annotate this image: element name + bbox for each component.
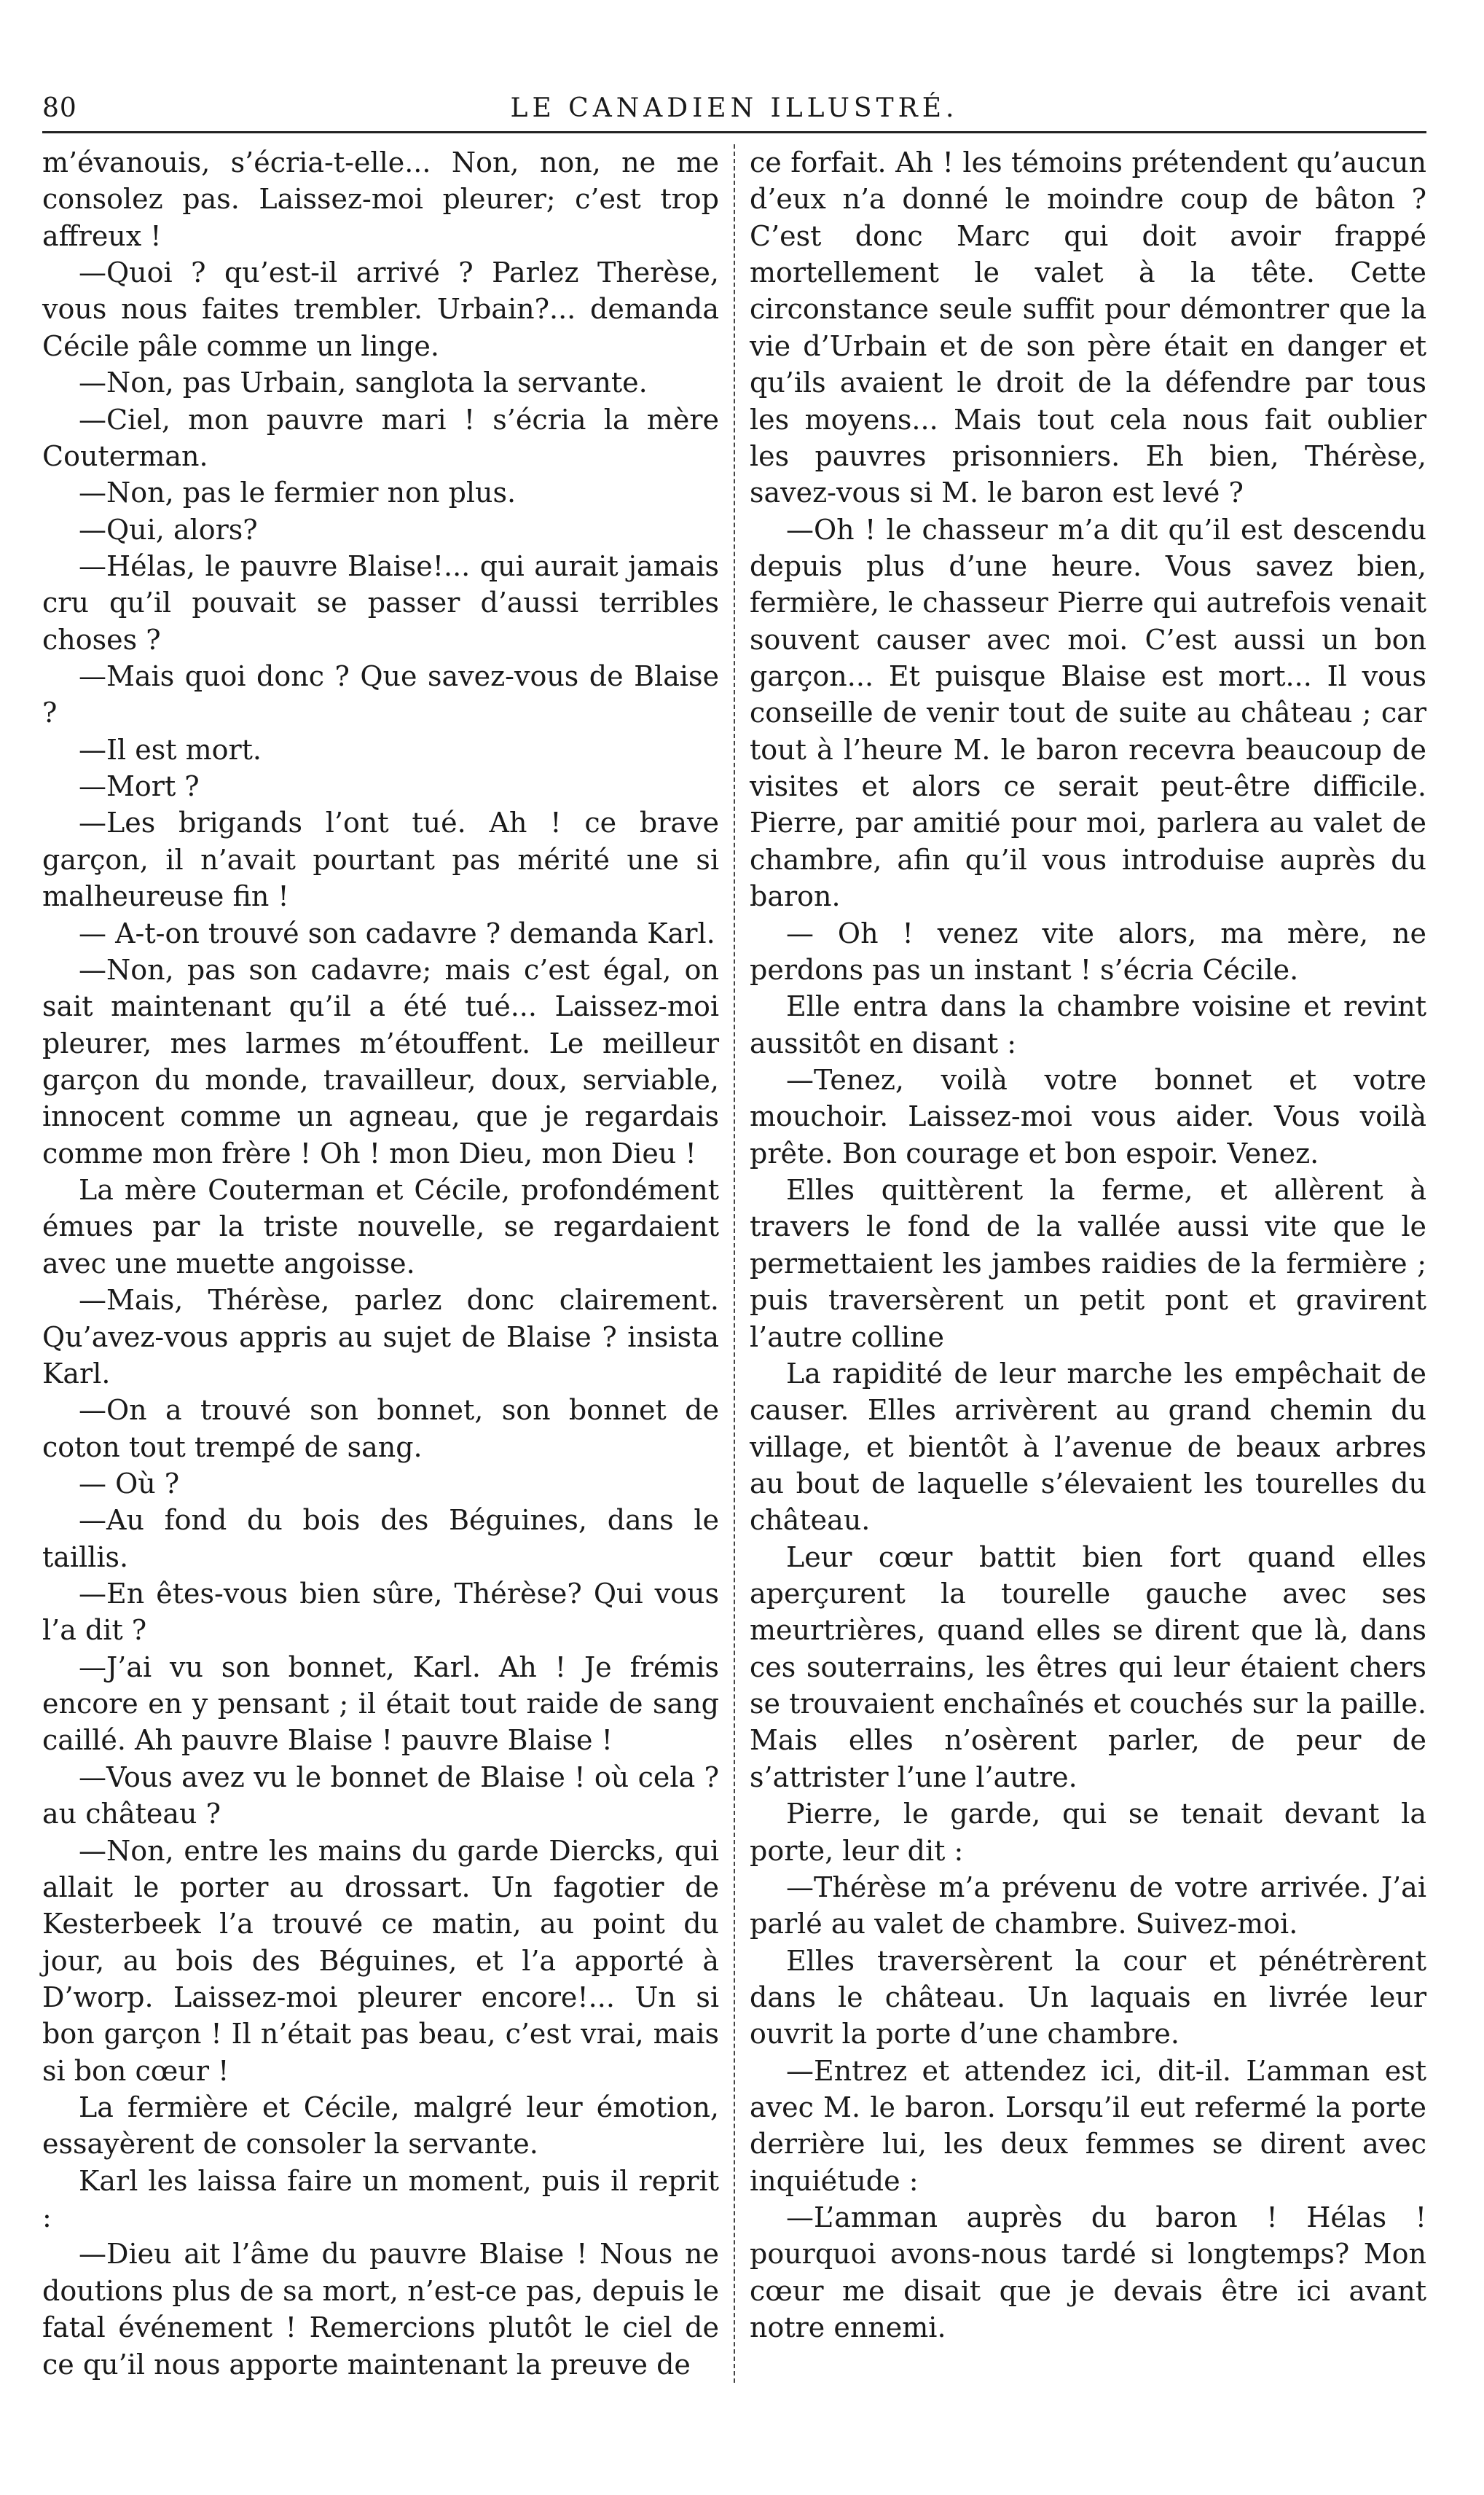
- paragraph: —Thérèse m’a prévenu de votre arrivée. J’ai parlé au valet de chambre. Suivez-moi.: [750, 1871, 1426, 1940]
- paragraph: —Mais quoi donc ? Que savez-vous de Blaise ?: [42, 660, 719, 729]
- paragraph: ce forfait. Ah ! les témoins prétendent qu’aucun d’eux n’a donné le moindre coup de bâton ? C’est donc Marc qui doit avoir frappé mortellement le valet à la tête. Cette circonstance seule suffit pour démontrer que la vie d’Urbain et de son père était en danger et qu’ils avaient le droit de la défendre par tous les moyens... Mais tout cela nous fait oublier les pauvres prisonniers. Eh bien, Thérèse, savez-vous si M. le baron est levé ?: [750, 146, 1426, 509]
- paragraph: m’évanouis, s’écria-t-elle... Non, non, ne me consolez pas. Laissez-moi pleurer; c’est trop affreux !: [42, 146, 719, 252]
- page-header: [42, 87, 1426, 133]
- paragraph: Leur cœur battit bien fort quand elles aperçurent la tourelle gauche avec ses meurtrières, quand elles se dirent que là, dans ces souterrains, les êtres qui leur étaient chers se trouvaient enchaînés et couchés sur la paille. Mais elles n’osèrent parler, de peur de s’attrister l’une l’autre.: [750, 1540, 1426, 1793]
- paragraph: —En êtes-vous bien sûre, Thérèse? Qui vous l’a dit ?: [42, 1578, 719, 1647]
- paragraph: —J’ai vu son bonnet, Karl. Ah ! Je frémis encore en y pensant ; il était tout raide de sang caillé. Ah pauvre Blaise ! pauvre Blaise !: [42, 1650, 719, 1757]
- paragraph: —Tenez, voilà votre bonnet et votre mouchoir. Laissez-moi vous aider. Vous voilà prête. Bon courage et bon espoir. Venez.: [750, 1063, 1426, 1170]
- left-column: [42, 144, 734, 2383]
- paragraph: Elles traversèrent la cour et pénétrèrent dans le château. Un laquais en livrée leur ouvrit la porte d’une chambre.: [750, 1944, 1426, 2051]
- paragraph: La rapidité de leur marche les empêchait de causer. Elles arrivèrent au grand chemin du village, et bientôt à l’avenue de beaux arbres au bout de laquelle s’élevaient les tourelles du château.: [750, 1357, 1426, 1537]
- paragraph: Elle entra dans la chambre voisine et revint aussitôt en disant :: [750, 990, 1426, 1060]
- right-column: [735, 144, 1426, 2383]
- paragraph: —Les brigands l’ont tué. Ah ! ce brave garçon, il n’avait pourtant pas mérité une si malheureuse fin !: [42, 807, 719, 913]
- paragraph: —On a trouvé son bonnet, son bonnet de coton tout trempé de sang.: [42, 1394, 719, 1463]
- text-columns: [42, 144, 1426, 2383]
- paragraph: —Qui, alors?: [79, 513, 258, 546]
- paragraph: —Quoi ? qu’est-il arrivé ? Parlez Therèse, vous nous faites trembler. Urbain?... demanda Cécile pâle comme un linge.: [42, 256, 719, 362]
- paragraph: —Non, pas son cadavre; mais c’est égal, on sait maintenant qu’il a été tué... Laissez-moi pleurer, mes larmes m’étouffent. Le meilleur garçon du monde, travailleur, doux, serviable, innocent comme un agneau, que je regardais comme mon frère ! Oh ! mon Dieu, mon Dieu !: [42, 953, 719, 1170]
- paragraph: —Non, pas Urbain, sanglota la servante.: [79, 367, 648, 399]
- paragraph: Elles quittèrent la ferme, et allèrent à travers le fond de la vallée aussi vite que le permettaient les jambes raidies de la fermière ; puis traversèrent un petit pont et gravirent l’autre colline: [750, 1174, 1426, 1353]
- paragraph: Karl les laissa faire un moment, puis il reprit :: [42, 2164, 719, 2234]
- page-number: 80: [42, 93, 77, 123]
- paragraph: —Non, pas le fermier non plus.: [79, 477, 517, 509]
- paragraph: —Mort ?: [79, 770, 200, 803]
- paragraph: —Au fond du bois des Béguines, dans le taillis.: [42, 1504, 719, 1573]
- paragraph: —Non, entre les mains du garde Diercks, qui allait le porter au drossart. Un fagotier de Kesterbeek l’a trouvé ce matin, au point du jour, au bois des Béguines, et l’a apporté à D’worp. Laissez-moi pleurer encore!... Un si bon garçon ! Il n’était pas beau, c’est vrai, mais si bon cœur !: [42, 1834, 719, 2087]
- paragraph: — Oh ! venez vite alors, ma mère, ne perdons pas un instant ! s’écria Cécile.: [750, 917, 1426, 986]
- paragraph: —Hélas, le pauvre Blaise!... qui aurait jamais cru qu’il pouvait se passer d’aussi terribles choses ?: [42, 549, 719, 656]
- paragraph: —Ciel, mon pauvre mari ! s’écria la mère Couterman.: [42, 403, 719, 472]
- paragraph: — A-t-on trouvé son cadavre ? demanda Karl.: [79, 917, 715, 949]
- paragraph: —Entrez et attendez ici, dit-il. L’amman est avec M. le baron. Lorsqu’il eut refermé la porte derrière lui, les deux femmes se dirent avec inquiétude :: [750, 2054, 1426, 2197]
- paragraph: — Où ?: [79, 1467, 180, 1500]
- running-title: LE CANADIEN ILLUSTRÉ.: [510, 93, 959, 123]
- paragraph: —Dieu ait l’âme du pauvre Blaise ! Nous ne doutions plus de sa mort, n’est-ce pas, depuis le fatal événement ! Remercions plutôt le ciel de ce qu’il nous apporte maintenant la preuve de: [42, 2238, 719, 2381]
- paragraph: La fermière et Cécile, malgré leur émotion, essayèrent de consoler la servante.: [42, 2091, 719, 2161]
- paragraph: Pierre, le garde, qui se tenait devant la porte, leur dit :: [750, 1798, 1426, 1867]
- paragraph: —L’amman auprès du baron ! Hélas ! pourquoi avons-nous tardé si longtemps? Mon cœur me disait que je devais être ici avant notre ennemi.: [750, 2201, 1426, 2344]
- paragraph: —Oh ! le chasseur m’a dit qu’il est descendu depuis plus d’une heure. Vous savez bien, fermière, le chasseur Pierre qui autrefois venait souvent causer avec moi. C’est aussi un bon garçon... Et puisque Blaise est mort... Il vous conseille de venir tout de suite au château ; car tout à l’heure M. le baron recevra beaucoup de visites et alors ce serait peut-être difficile. Pierre, par amitié pour moi, parlera au valet de chambre, afin qu’il vous introduise auprès du baron.: [750, 513, 1426, 913]
- paragraph: —Il est mort.: [79, 733, 262, 766]
- paragraph: —Mais, Thérèse, parlez donc clairement. Qu’avez-vous appris au sujet de Blaise ? insista Karl.: [42, 1284, 719, 1390]
- paragraph: —Vous avez vu le bonnet de Blaise ! où cela ? au château ?: [42, 1760, 719, 1830]
- newspaper-page: [42, 87, 1426, 2448]
- paragraph: La mère Couterman et Cécile, profondément émues par la triste nouvelle, se regardaient avec une muette angoisse.: [42, 1174, 719, 1280]
